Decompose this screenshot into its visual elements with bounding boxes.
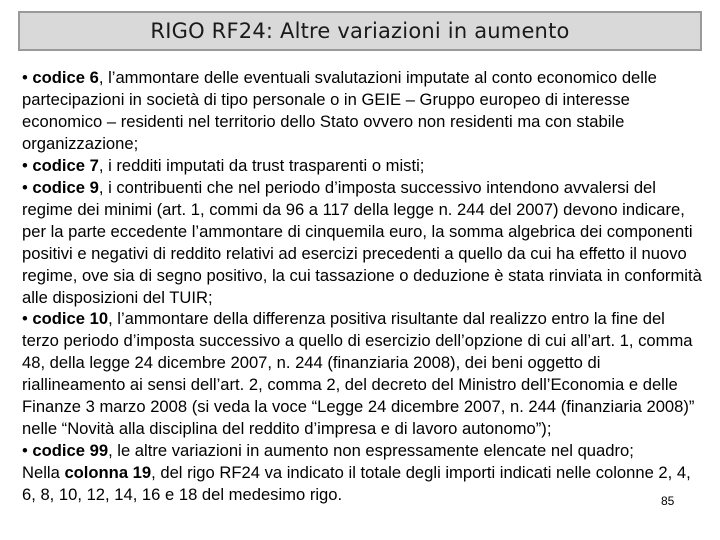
bullet: •: [22, 68, 33, 87]
list-item-codice-6: [22, 67, 702, 155]
item-text: , l’ammontare delle eventuali svalutazioni imputate al conto economico delle partecipazioni in società di tipo personale o in GEIE – Gruppo europeo di interesse economico – residenti nel territorio dello Stato ovvero non residenti ma con stabile organizzazione;: [22, 68, 657, 153]
body-text: [22, 67, 702, 506]
summary-paragraph: [22, 462, 702, 506]
bullet: •: [22, 441, 33, 461]
summary-text: , del rigo RF24 va indicato il totale degli importi indicati nelle colonne 2, 4, 6, 8, 10, 12, 14, 16 e 18 del medesimo rigo.: [22, 463, 691, 505]
bullet: •: [22, 177, 33, 197]
code-label: codice 9: [32, 177, 99, 197]
list-item-codice-9: [22, 177, 702, 309]
code-label: codice 10: [32, 309, 109, 329]
list-item-codice-10: [22, 308, 702, 440]
list-item-codice-7: [22, 155, 702, 177]
summary-lead: Nella: [22, 463, 65, 483]
item-text: , le altre variazioni in aumento non espressamente elencate nel quadro;: [108, 441, 634, 461]
item-text: , l’ammontare della differenza positiva risultante dal realizzo entro la fine del terzo periodo d’imposta successivo a quello di esercizio dell’opzione di cui all’art. 1, comma 48, della legge 24 dicembre 2007, n. 244 (finanziaria 2008), dei beni oggetto di riallineamento ai sensi dell’art. 2, comma 2, del decreto del Ministro dell’Economia e delle Finanze 3 marzo 2008 (si veda la voce “Legge 24 dicembre 2007, n. 244 (finanziaria 2008)” nelle “Novità alla disciplina del reddito d’impresa e di lavoro autonomo”);: [22, 309, 695, 439]
page-number: 85: [661, 494, 675, 508]
title-box: [18, 11, 702, 51]
code-label: codice 99: [32, 441, 109, 461]
item-text: , i contribuenti che nel periodo d’imposta successivo intendono avvalersi del regime dei minimi (art. 1, commi da 96 a 117 della legge n. 244 del 2007) devono indicare, per la parte eccedente l’ammontare di cinquemila euro, la somma algebrica dei componenti positivi e negativi di reddito relativi ad esercizi precedenti a quello da cui ha effetto il nuovo regime, ove sia di segno positivo, la cui tassazione o deduzione è stata rinviata in conformità alle disposizioni del TUIR;: [22, 177, 702, 307]
item-text: , i redditi imputati da trust trasparenti o misti;: [98, 155, 425, 175]
bullet: •: [22, 155, 33, 175]
bullet: •: [22, 309, 33, 329]
code-label: codice 6: [32, 68, 99, 87]
list-item-codice-99: [22, 440, 702, 462]
code-label: codice 7: [32, 155, 99, 175]
column-label: colonna 19: [64, 463, 152, 483]
slide-title: RIGO RF24: Altre variazioni in aumento: [150, 19, 570, 43]
